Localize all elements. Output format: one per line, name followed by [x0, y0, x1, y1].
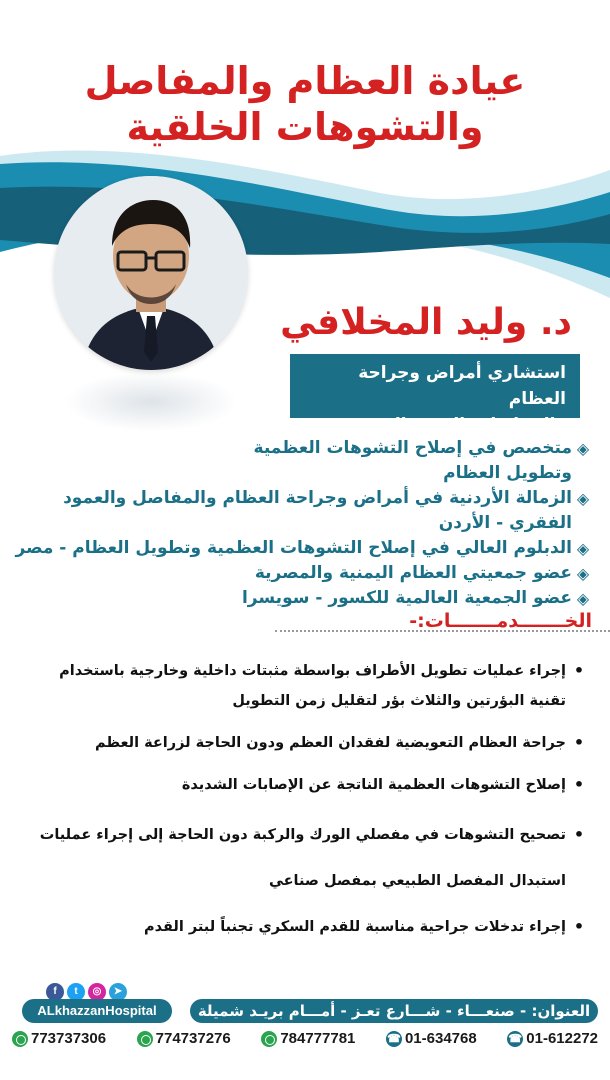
- address-bar: العنوان: - صنعـــاء - شـــارع تعـز - أمـــام بريـد شميلة: [190, 999, 598, 1023]
- qualification-item: ◈ عضو جمعيتي العظام اليمنية والمصرية: [4, 561, 594, 586]
- service-item: • إجراء تدخلات جراحية مناسبة للقدم السكري تجنباً لبتر القدم: [12, 912, 592, 942]
- bullet-icon: •: [573, 733, 585, 752]
- whatsapp-icon: [137, 1031, 153, 1047]
- diamond-bullet-icon: ◈: [576, 489, 590, 508]
- diamond-bullet-icon: ◈: [576, 439, 590, 458]
- qualifications-list: [4, 436, 594, 611]
- telephone-icon: [507, 1031, 523, 1047]
- bullet-icon: •: [573, 775, 585, 794]
- bullet-icon: •: [573, 917, 585, 936]
- services-divider: [275, 630, 610, 632]
- phone-numbers: [12, 1030, 598, 1047]
- phone-whatsapp[interactable]: 773737306: [12, 1030, 106, 1047]
- phone-landline[interactable]: ☎ 01-634768: [386, 1030, 477, 1047]
- bullet-icon: •: [573, 825, 585, 844]
- telephone-icon: [386, 1031, 402, 1047]
- diamond-bullet-icon: ◈: [576, 539, 590, 558]
- flyer-title: [0, 58, 610, 150]
- qualification-item: ◈ عضو الجمعية العالمية للكسور - سويسرا: [4, 586, 594, 611]
- qualification-item: ◈ متخصص في إصلاح التشوهات العظمية وتطويل العظام: [4, 436, 594, 486]
- phone-whatsapp[interactable]: 784777781: [261, 1030, 355, 1047]
- diamond-bullet-icon: ◈: [576, 589, 590, 608]
- services-heading: الخـــــــدمـــــــات:-: [409, 610, 592, 632]
- diamond-bullet-icon: ◈: [576, 564, 590, 583]
- specialty-line-2: والمفاصل والعمود الفقري: [343, 415, 566, 435]
- service-item: • تصحيح التشوهات في مفصلي الورك والركبة دون الحاجة إلى إجراء عمليات استبدال المفصل الطبيعي بمفصل صناعي: [12, 812, 592, 904]
- phone-whatsapp[interactable]: 774737276: [137, 1030, 231, 1047]
- service-item: • إصلاح التشوهات العظمية الناتجة عن الإصابات الشديدة: [12, 770, 592, 800]
- telegram-icon[interactable]: ➤: [109, 983, 127, 1001]
- title-line-1: عيادة العظام والمفاصل: [84, 59, 526, 103]
- social-handle[interactable]: ALkhazzanHospital: [22, 999, 172, 1023]
- service-item: • جراحة العظام التعويضية لفقدان العظم ودون الحاجة لزراعة العظم: [12, 728, 592, 758]
- doctor-portrait-illustration: [54, 176, 248, 370]
- doctor-name: د. وليد المخلافي: [280, 302, 572, 343]
- facebook-icon[interactable]: f: [46, 983, 64, 1001]
- specialty-box: [290, 354, 580, 435]
- photo-reflection: [64, 372, 238, 432]
- qualification-item: ◈ الدبلوم العالي في إصلاح التشوهات العظمية وتطويل العظام - مصر: [4, 536, 594, 561]
- doctor-photo: [54, 176, 248, 370]
- specialty-line-1: استشاري أمراض وجراحة العظام: [358, 363, 566, 409]
- instagram-icon[interactable]: ◎: [88, 983, 106, 1001]
- service-item: • إجراء عمليات تطويل الأطراف بواسطة مثبتات داخلية وخارجية باستخدام تقنية البؤرتين والثلاث بؤر لتقليل زمن التطويل: [12, 656, 592, 716]
- title-line-2: والتشوهات الخلقية: [126, 105, 484, 149]
- services-list: [12, 656, 592, 942]
- phone-landline[interactable]: ☎ 01-612272: [507, 1030, 598, 1047]
- twitter-icon[interactable]: t: [67, 983, 85, 1001]
- whatsapp-icon: [261, 1031, 277, 1047]
- qualification-item: ◈ الزمالة الأردنية في أمراض وجراحة العظام والمفاصل والعمود الفقري - الأردن: [4, 486, 594, 536]
- whatsapp-icon: [12, 1031, 28, 1047]
- bullet-icon: •: [573, 661, 585, 680]
